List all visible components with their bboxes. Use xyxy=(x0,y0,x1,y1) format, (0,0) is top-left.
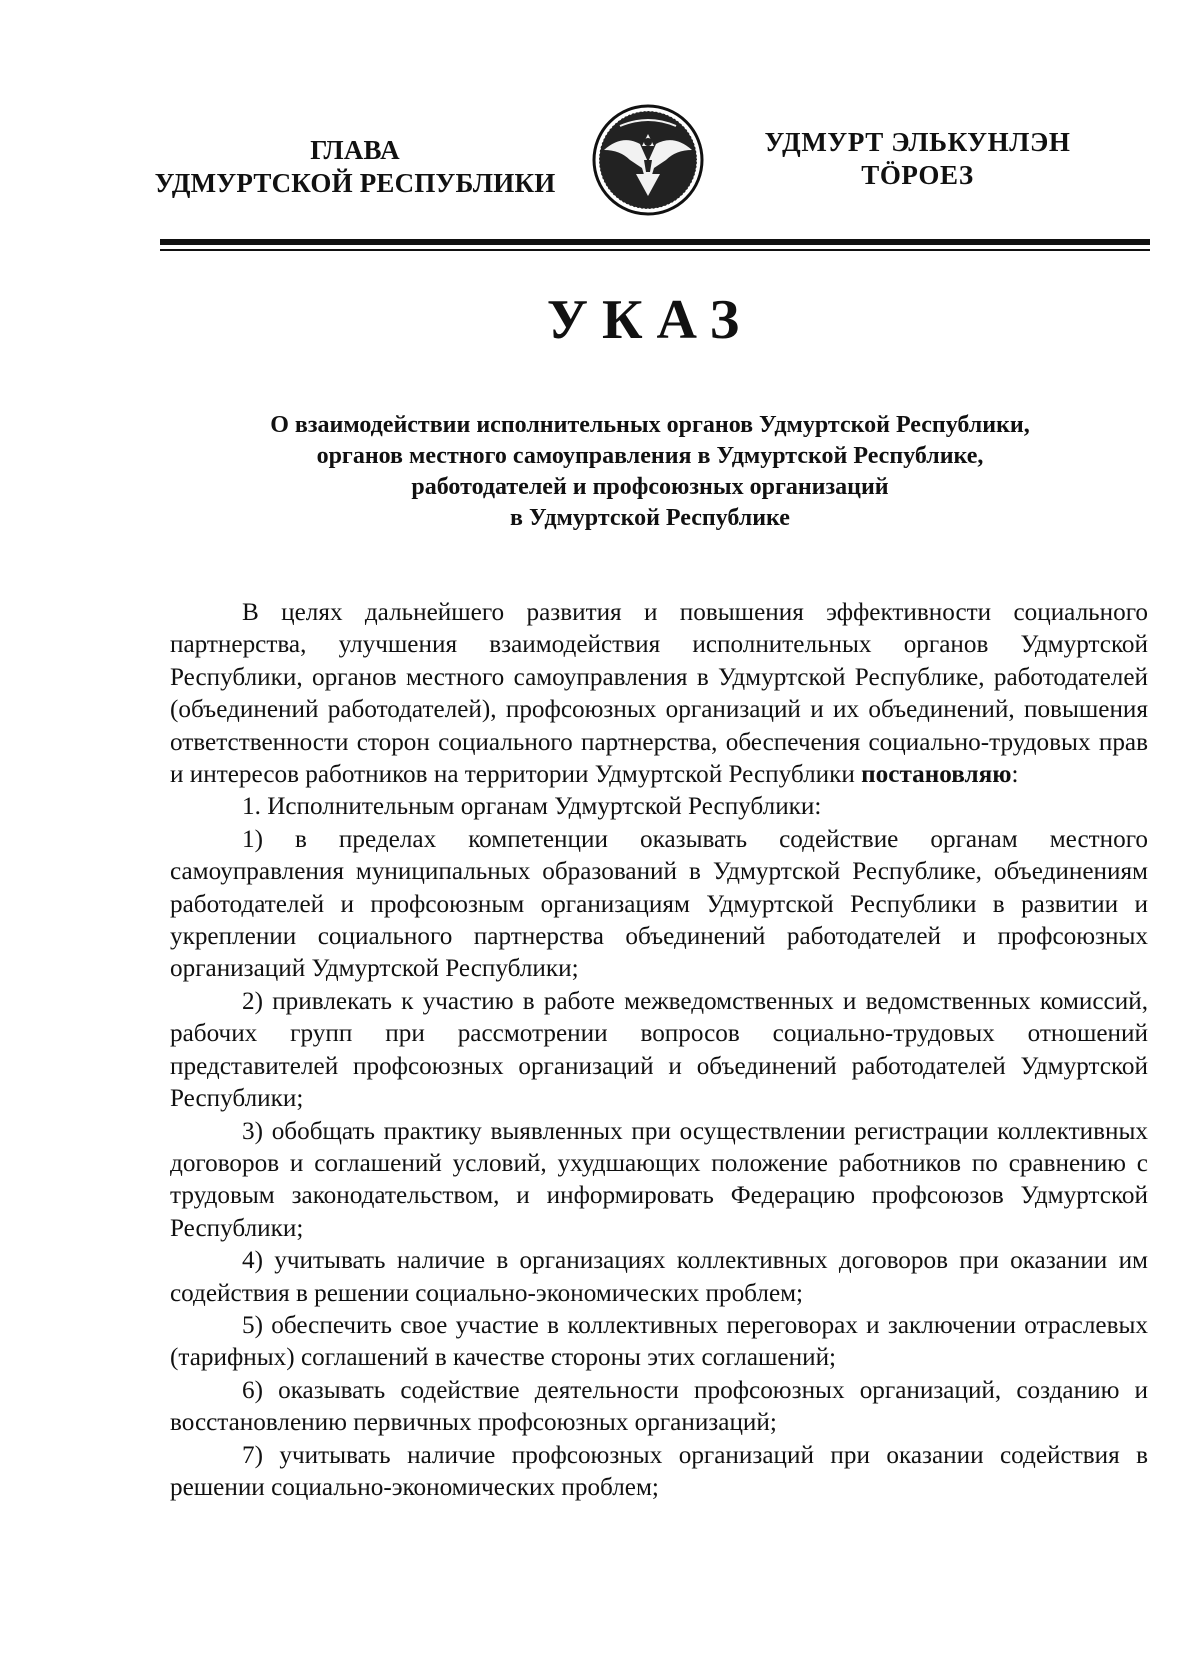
list-item: 7) учитывать наличие профсоюзных организаций при оказании содействия в решении социально-экономических проблем; xyxy=(170,1441,1148,1501)
list-item: 6) оказывать содействие деятельности профсоюзных организаций, созданию и восстановлению первичных профсоюзных организаций; xyxy=(170,1376,1148,1437)
list-item: 4) учитывать наличие в организациях коллективных договоров при оказании им содействия в решении социально-экономических проблем; xyxy=(170,1247,1148,1307)
header-rule-thin xyxy=(160,249,1150,251)
list-item: 5) обеспечить свое участие в коллективных переговорах и заключении отраслевых (тарифных) соглашений в качестве стороны этих соглашений; xyxy=(170,1311,1148,1372)
document-body xyxy=(170,597,1148,1504)
list-item: 2) привлекать к участию в работе межведомственных и ведомственных комиссий, рабочих групп при рассмотрении вопросов социально-трудовых отношений представителей профсоюзных организаций и объединений работодателей Удмуртской Республики; xyxy=(170,987,1148,1113)
issuer-title-ru xyxy=(150,134,560,200)
header-rule-thick xyxy=(160,239,1150,245)
subject-line: работодателей и профсоюзных организаций xyxy=(411,474,889,500)
issuer-udm-line-2: ТӦРОЕЗ xyxy=(861,160,974,190)
issuer-line-1: ГЛАВА xyxy=(310,135,400,165)
issuer-udm-line-1: УДМУРТ ЭЛЬКУНЛЭН xyxy=(764,127,1071,157)
document-title: УКАЗ xyxy=(546,289,754,351)
subject-line: О взаимодействии исполнительных органов Удмуртской Республики, xyxy=(270,412,1030,438)
preamble-tail: : xyxy=(1011,761,1019,789)
preamble-text: В целях дальнейшего развития и повышения эффективности социального партнерства, улучшения взаимодействия исполнительных органов Удмуртской Республики, органов местного самоуправления в Удмуртской Республике, работодателей (объединений работодателей), профсоюзных организаций и их объединений, повышения ответственности сторон социального партнерства, обеспечения социально-трудовых прав и интересов работников на территории Удмуртской Республики xyxy=(170,599,1148,789)
preamble-paragraph xyxy=(170,597,1148,791)
coat-of-arms-icon xyxy=(592,104,704,216)
list-item: 3) обобщать практику выявленных при осуществлении регистрации коллективных договоров и соглашений условий, ухудшающих положение работников по сравнению с трудовым законодательством, и информировать Федерацию профсоюзов Удмуртской Республики; xyxy=(170,1117,1148,1242)
subject-line: органов местного самоуправления в Удмуртской Республике, xyxy=(316,443,984,469)
list-item: 1) в пределах компетенции оказывать содействие органам местного самоуправления муниципальных образований в Удмуртской Республике, объединениям работодателей и профсоюзным организациям Удмуртской Республики в развитии и укреплении социального партнерства объединений работодателей и профсоюзных организаций Удмуртской Республики; xyxy=(170,825,1148,983)
subject-line: в Удмуртской Республике xyxy=(510,505,790,531)
issuer-line-2: УДМУРТСКОЙ РЕСПУБЛИКИ xyxy=(154,168,556,198)
section-heading: 1. Исполнительным органам Удмуртской Республики: xyxy=(242,793,822,821)
decree-word: постановляю xyxy=(861,761,1012,789)
document-subject xyxy=(150,410,1150,534)
issuer-title-udm xyxy=(745,126,1090,192)
